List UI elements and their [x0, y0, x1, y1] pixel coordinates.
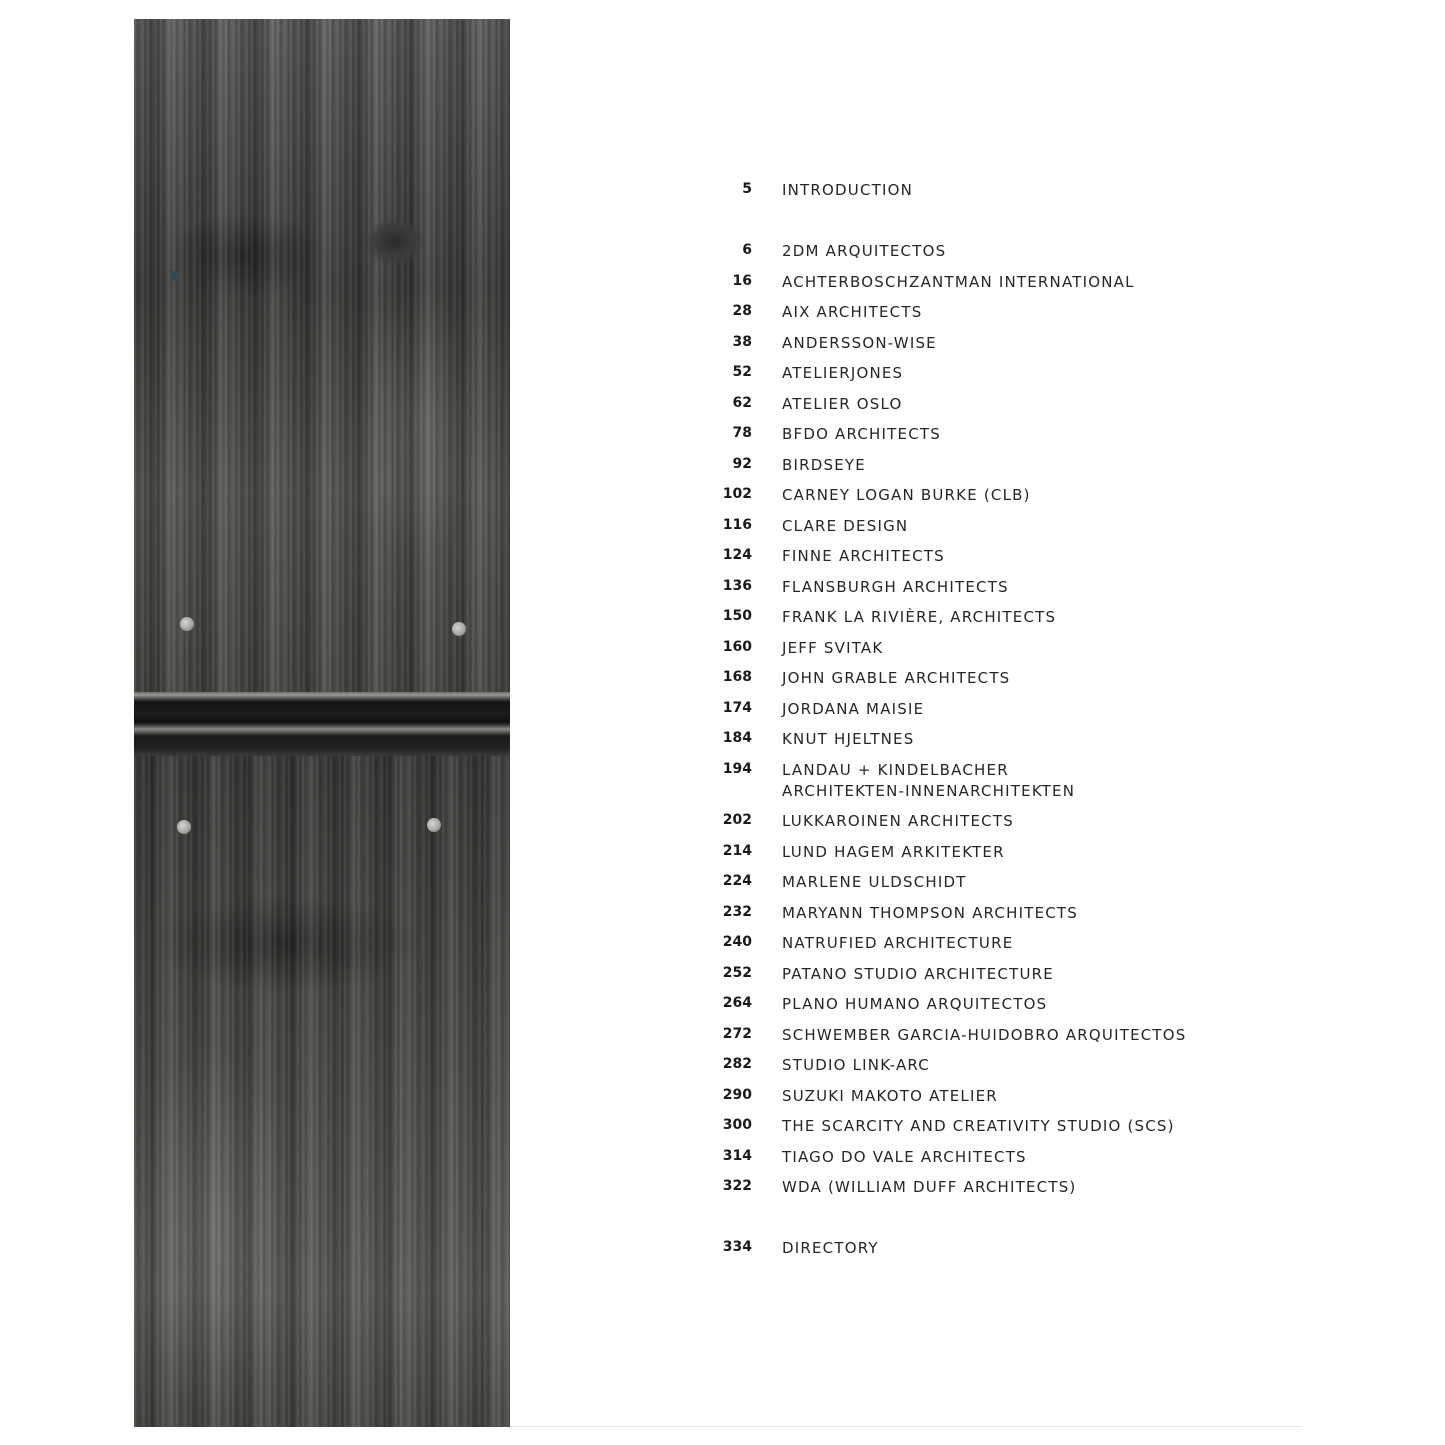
toc-entry-title: AIX ARCHITECTS	[782, 303, 923, 321]
toc-entry-title: JOHN GRABLE ARCHITECTS	[782, 669, 1011, 687]
toc-entry	[700, 929, 1260, 960]
toc-entry	[700, 542, 1260, 573]
toc-page-number: 184	[722, 730, 752, 746]
toc-entry	[700, 603, 1260, 634]
toc-page-number: 174	[722, 699, 752, 716]
toc-entry-title: PLANO HUMANO ARQUITECTOS	[782, 995, 1048, 1013]
toc-entry	[700, 512, 1260, 543]
toc-entry-title: INTRODUCTION	[782, 181, 914, 199]
toc-page-number: 38	[732, 333, 752, 350]
toc-entry-title: FLANSBURGH ARCHITECTS	[782, 577, 1009, 596]
toc-page-number: 62	[732, 394, 752, 411]
toc-entry	[700, 838, 1260, 869]
toc-entry	[700, 1051, 1260, 1082]
toc-entry	[700, 451, 1260, 482]
toc-entry-title: MARLENE ULDSCHIDT	[782, 873, 967, 891]
toc-entry-title: CARNEY LOGAN BURKE (CLB)	[782, 486, 1031, 504]
toc-page-number: 92	[732, 455, 752, 472]
toc-entry-title: DIRECTORY	[782, 1239, 879, 1257]
toc-entry	[700, 1143, 1260, 1174]
toc-entry-title: FINNE ARCHITECTS	[782, 547, 945, 565]
toc-page-number: 136	[722, 577, 752, 594]
toc-page-number: 168	[722, 669, 752, 685]
wood-cladding-photo	[134, 19, 510, 1427]
toc-entry-title: THE SCARCITY AND CREATIVITY STUDIO (SCS)	[782, 1117, 1175, 1135]
toc-entry	[700, 1082, 1260, 1113]
toc-entry-title: LUKKAROINEN ARCHITECTS	[782, 812, 1014, 830]
toc-page-number: 322	[722, 1178, 752, 1194]
toc-page-number: 282	[722, 1056, 752, 1072]
toc-entry-title: JORDANA MAISIE	[782, 699, 925, 718]
toc-page-number: 314	[722, 1147, 752, 1164]
toc-entry	[700, 268, 1260, 299]
toc-entry	[700, 176, 1260, 207]
nail-head	[177, 820, 191, 834]
toc-page-number: 78	[732, 425, 752, 441]
toc-entry	[700, 868, 1260, 899]
toc-entry-title: ACHTERBOSCHZANTMAN INTERNATIONAL	[782, 272, 1135, 291]
toc-entry	[700, 1112, 1260, 1143]
toc-entry	[700, 359, 1260, 390]
toc-entry	[700, 807, 1260, 838]
nail-head	[180, 617, 194, 631]
toc-entry	[700, 420, 1260, 451]
toc-entry	[700, 1021, 1260, 1052]
toc-entry	[700, 237, 1260, 268]
toc-entry-title: 2DM ARQUITECTOS	[782, 242, 947, 260]
toc-page-number: 240	[722, 934, 752, 950]
table-of-contents	[700, 176, 1260, 1265]
toc-page-number: 6	[742, 242, 752, 258]
toc-page-number: 160	[722, 638, 752, 655]
toc-page-number: 224	[722, 873, 752, 889]
toc-page-number: 334	[722, 1239, 752, 1255]
toc-entry	[700, 573, 1260, 604]
toc-entry	[700, 725, 1260, 756]
wood-board-lower	[134, 756, 510, 1427]
toc-entry	[700, 329, 1260, 360]
toc-page-number: 214	[722, 842, 752, 859]
toc-entry	[700, 899, 1260, 930]
toc-entry	[700, 1173, 1260, 1204]
toc-entry-title: BFDO ARCHITECTS	[782, 425, 941, 443]
toc-entry	[700, 481, 1260, 512]
toc-entry-title: TIAGO DO VALE ARCHITECTS	[782, 1147, 1027, 1166]
toc-entry	[700, 298, 1260, 329]
page-bottom-rule	[510, 1426, 1302, 1427]
toc-entry-title: STUDIO LINK-ARC	[782, 1056, 930, 1074]
screw-head	[170, 271, 178, 281]
toc-page-number: 52	[732, 364, 752, 380]
toc-entry-title: BIRDSEYE	[782, 455, 866, 474]
toc-entry-title: PATANO STUDIO ARCHITECTURE	[782, 964, 1054, 983]
toc-page-number: 116	[722, 516, 752, 533]
wood-knot	[366, 219, 424, 265]
toc-page-number: 16	[732, 272, 752, 289]
toc-entry-title: JEFF SVITAK	[782, 638, 884, 657]
toc-entry-title: ATELIERJONES	[782, 364, 904, 382]
metal-seam	[134, 692, 510, 756]
toc-entry-title: MARYANN THOMPSON ARCHITECTS	[782, 903, 1078, 922]
toc-entry-title: ANDERSSON-WISE	[782, 333, 937, 352]
toc-entry-title: WDA (WILLIAM DUFF ARCHITECTS)	[782, 1178, 1077, 1196]
toc-entry	[700, 990, 1260, 1021]
toc-page-number: 290	[722, 1086, 752, 1103]
nail-head	[427, 818, 441, 832]
wood-board-upper	[134, 19, 510, 692]
toc-entry-title: LANDAU + KINDELBACHER ARCHITEKTEN-INNENARCHITEKTEN	[782, 760, 1076, 800]
toc-page-number: 150	[722, 608, 752, 624]
toc-page-number: 264	[722, 995, 752, 1011]
toc-page-number: 28	[732, 303, 752, 319]
toc-page-number: 194	[722, 760, 752, 777]
toc-page-number: 102	[722, 486, 752, 502]
toc-page-number: 300	[722, 1117, 752, 1133]
toc-entry	[700, 960, 1260, 991]
toc-page-number: 252	[722, 964, 752, 981]
nail-head	[452, 622, 466, 636]
toc-entry-title: SCHWEMBER GARCIA-HUIDOBRO ARQUITECTOS	[782, 1025, 1187, 1044]
toc-page-number: 5	[742, 181, 752, 197]
toc-entry-title: KNUT HJELTNES	[782, 730, 915, 748]
toc-page-number: 124	[722, 547, 752, 563]
toc-entry-title: SUZUKI MAKOTO ATELIER	[782, 1086, 998, 1105]
toc-entry	[700, 664, 1260, 695]
toc-page-number: 272	[722, 1025, 752, 1042]
toc-entry	[700, 1234, 1260, 1265]
toc-entry-title: ATELIER OSLO	[782, 394, 903, 413]
toc-page-number: 232	[722, 903, 752, 920]
toc-entry-title: FRANK LA RIVIÈRE, ARCHITECTS	[782, 608, 1057, 626]
toc-entry	[700, 756, 1260, 808]
toc-entry	[700, 634, 1260, 665]
toc-entry-title: NATRUFIED ARCHITECTURE	[782, 934, 1014, 952]
toc-entry-title: LUND HAGEM ARKITEKTER	[782, 842, 1005, 861]
toc-entry-title: CLARE DESIGN	[782, 516, 909, 535]
toc-page-number: 202	[722, 812, 752, 828]
toc-entry	[700, 390, 1260, 421]
toc-entry	[700, 695, 1260, 726]
